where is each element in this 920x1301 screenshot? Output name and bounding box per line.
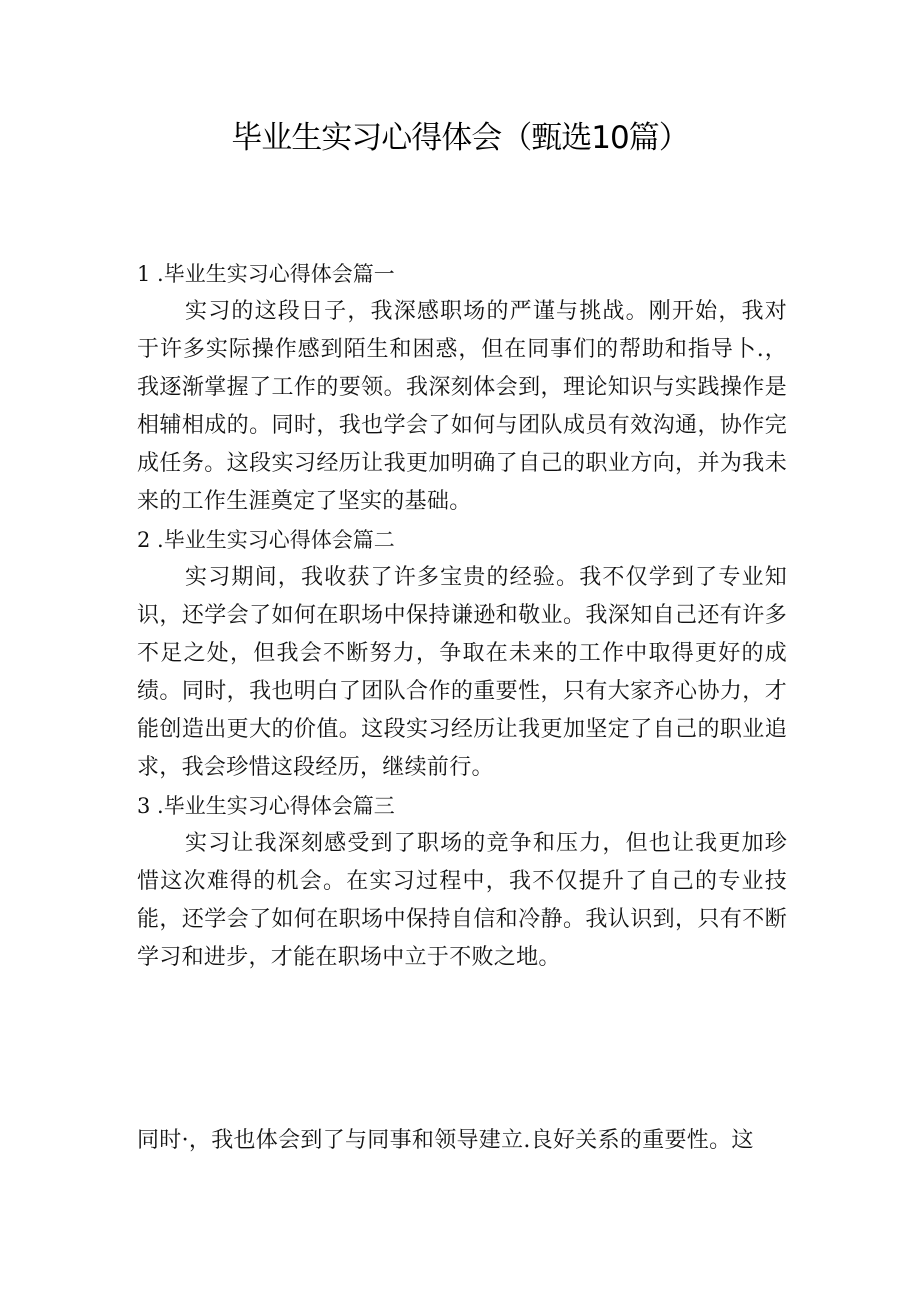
section-heading-3: 3 .毕业生实习心得体会篇三 <box>137 794 395 818</box>
document-body <box>137 255 787 977</box>
section-paragraph-1: 实习的这段日子，我深感职场的严谨与挑战。刚开始，我对于许多实际操作感到陌生和困惑，但在同事们的帮助和指导卜.，我逐渐掌握了工作的要领。我深刻体会到，理论知识与实践操作是相辅相成的。同时，我也学会了如何与团队成员有效沟通，协作完成任务。这段实习经历让我更加明确了自己的职业方向，并为我未来的工作生涯奠定了坚实的基础。 <box>137 299 787 514</box>
continuation-paragraph: 同时·，我也体会到了与同事和领导建立.良好关系的重要性。这 <box>137 1128 754 1153</box>
section-paragraph-3: 实习让我深刻感受到了职场的竞争和压力，但也让我更加珍惜这次难得的机会。在实习过程中，我不仅提升了自己的专业技能，还学会了如何在职场中保持自信和冷静。我认识到，只有不断学习和进步，才能在职场中立于不败之地。 <box>137 831 787 970</box>
document-title: 毕业生实习心得体会（甄选10篇） <box>231 120 689 156</box>
section-heading-1: 1 .毕业生实习心得体会篇一 <box>137 262 395 286</box>
section-paragraph-2: 实习期间，我收获了许多宝贵的经验。我不仅学到了专业知识，还学会了如何在职场中保持谦逊和敬业。我深知自己还有许多不足之处，但我会不断努力，争取在未来的工作中取得更好的成绩。同时，我也明白了团队合作的重要性，只有大家齐心协力，才能创造出更大的价值。这段实习经历让我更加坚定了自己的职业追求，我会珍惜这段经历，继续前行。 <box>137 565 787 780</box>
section-heading-2: 2 .毕业生实习心得体会篇二 <box>137 528 395 552</box>
